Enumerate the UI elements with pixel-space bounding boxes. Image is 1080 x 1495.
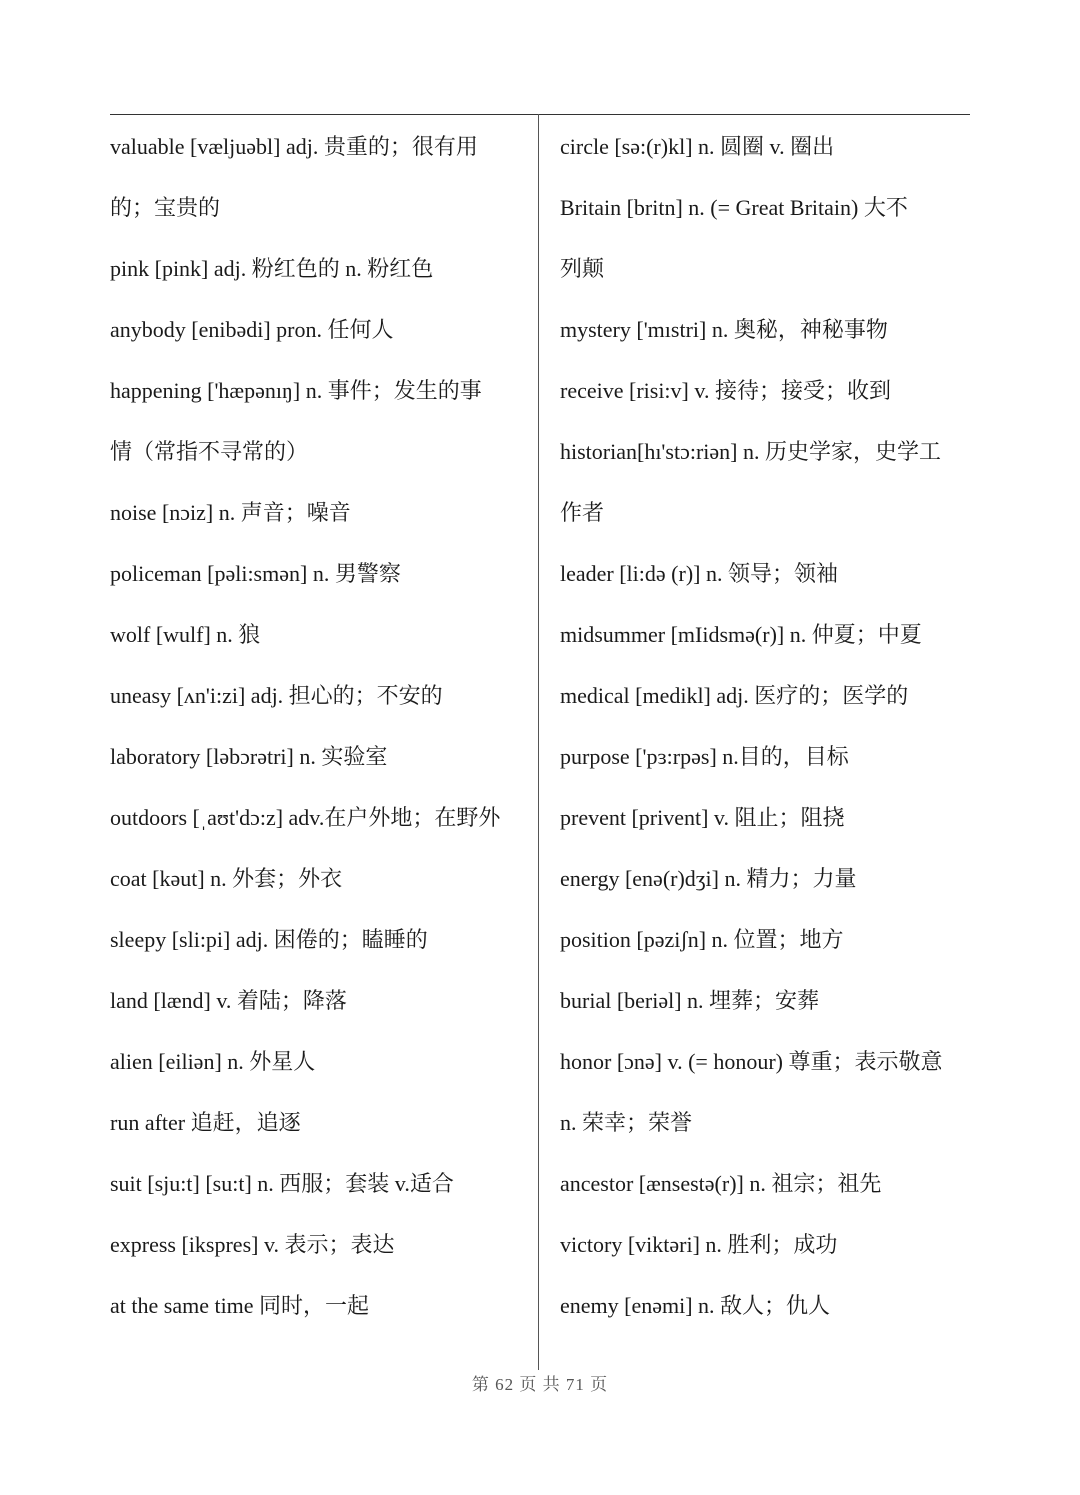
vocab-line: leader [li:də (r)] n. 领导；领袖: [560, 561, 838, 586]
vocab-line: receive [risi:v] v. 接待；接受；收到: [560, 378, 891, 403]
vocab-line: wolf [wulf] n. 狼: [110, 622, 261, 647]
vocab-line: 作者: [560, 500, 605, 525]
vocab-line: honor [ɔnə] v. (= honour) 尊重；表示敬意: [560, 1049, 943, 1074]
vocab-line: n. 荣幸；荣誉: [560, 1110, 693, 1135]
column-divider: [538, 114, 539, 1370]
vocab-line: pink [pink] adj. 粉红色的 n. 粉红色: [110, 256, 434, 281]
vocab-line: suit [sju:t] [su:t] n. 西服；套装 v.适合: [110, 1171, 454, 1196]
vocab-line: policeman [pəli:smən] n. 男警察: [110, 561, 401, 586]
vocab-column-right: [560, 116, 975, 1336]
vocab-line: ancestor [ænsestə(r)] n. 祖宗；祖先: [560, 1171, 882, 1196]
vocab-line: Britain [britn] n. (= Great Britain) 大不: [560, 195, 908, 220]
vocab-line: 列颠: [560, 256, 605, 281]
vocab-line: prevent [privent] v. 阻止；阻挠: [560, 805, 845, 830]
vocab-line: at the same time 同时，一起: [110, 1293, 370, 1318]
vocab-line: 的；宝贵的: [110, 195, 221, 220]
page-footer: 第 62 页 共 71 页: [471, 1375, 609, 1394]
vocab-line: victory [viktəri] n. 胜利；成功: [560, 1232, 838, 1257]
vocab-line: position [pəziʃn] n. 位置；地方: [560, 927, 844, 952]
vocab-line: historian[hı'stɔ:riən] n. 历史学家，史学工: [560, 439, 941, 464]
vocab-line: circle [sə:(r)kl] n. 圆圈 v. 圈出: [560, 134, 835, 159]
vocab-line: outdoors [ˌaʊt'dɔ:z] adv.在户外地；在野外: [110, 805, 501, 830]
vocab-line: uneasy [ʌn'i:zi] adj. 担心的；不安的: [110, 683, 443, 708]
vocab-line: anybody [enibədi] pron. 任何人: [110, 317, 394, 342]
vocab-line: coat [kəut] n. 外套；外衣: [110, 866, 343, 891]
vocab-line: burial [beriəl] n. 埋葬；安葬: [560, 988, 820, 1013]
vocab-line: mystery ['mıstri] n. 奥秘，神秘事物: [560, 317, 888, 342]
vocab-line: purpose ['pɜ:rpəs] n.目的，目标: [560, 744, 849, 769]
vocab-line: run after 追赶，追逐: [110, 1110, 301, 1135]
vocab-line: valuable [væljuəbl] adj. 贵重的；很有用: [110, 134, 478, 159]
vocab-column-left: [110, 116, 525, 1336]
vocab-line: alien [eiliən] n. 外星人: [110, 1049, 316, 1074]
vocab-line: laboratory [ləbɔrətri] n. 实验室: [110, 744, 388, 769]
top-rule: [110, 114, 970, 115]
vocab-line: happening ['hæpənıŋ] n. 事件；发生的事: [110, 378, 482, 403]
vocab-line: noise [nɔiz] n. 声音；噪音: [110, 500, 351, 525]
vocab-line: land [lænd] v. 着陆；降落: [110, 988, 347, 1013]
vocab-line: sleepy [sli:pi] adj. 困倦的；瞌睡的: [110, 927, 428, 952]
vocab-line: enemy [enəmi] n. 敌人；仇人: [560, 1293, 831, 1318]
vocab-line: medical [medikl] adj. 医疗的；医学的: [560, 683, 909, 708]
vocab-line: energy [enə(r)dʒi] n. 精力；力量: [560, 866, 857, 891]
vocab-line: midsummer [mIidsmə(r)] n. 仲夏；中夏: [560, 622, 922, 647]
vocab-line: express [ikspres] v. 表示；表达: [110, 1232, 395, 1257]
vocab-line: 情（常指不寻常的）: [110, 439, 309, 464]
